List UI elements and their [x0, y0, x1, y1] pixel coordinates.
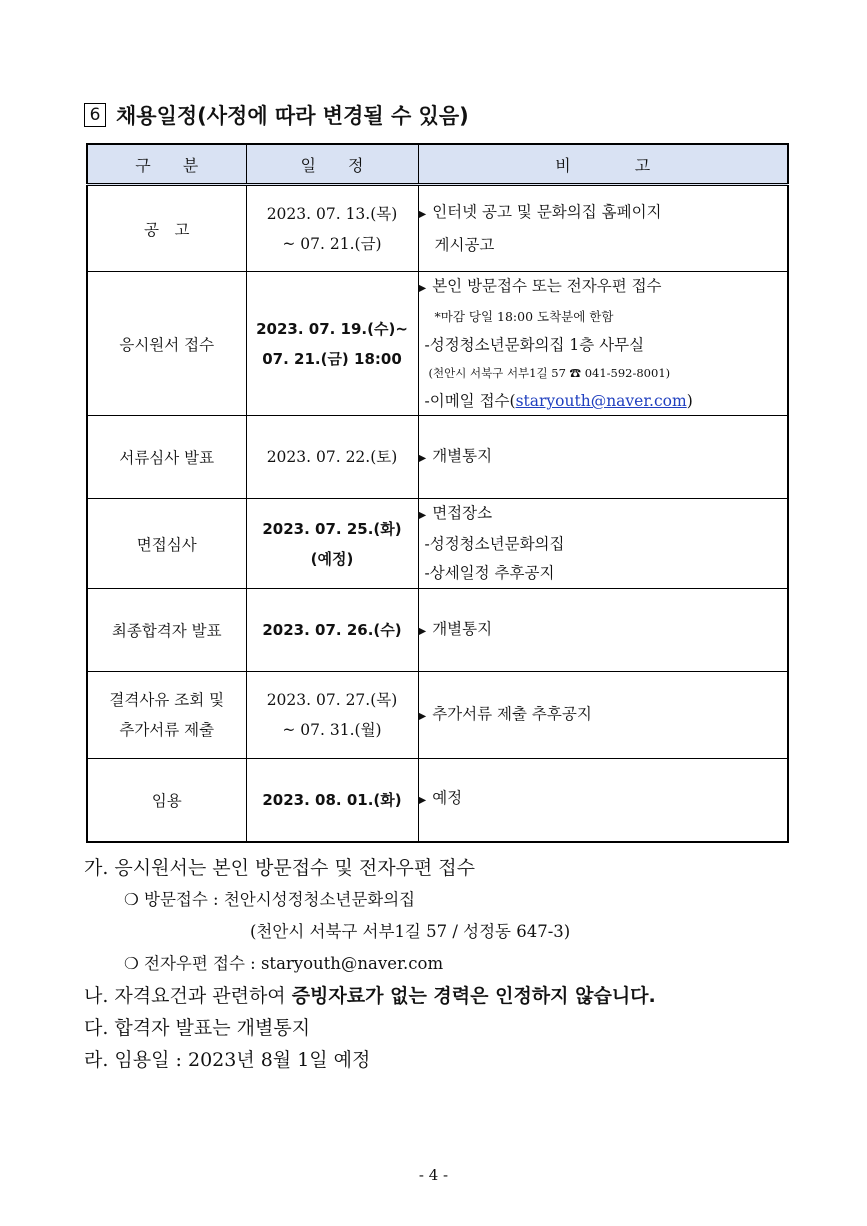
note-line: 추가서류 제출 추후공지 — [432, 704, 592, 723]
note-line: -성정청소년문화의집 1층 사무실 — [424, 336, 645, 354]
row-category: 응시원서 접수 — [87, 272, 246, 416]
row-category: 임용 — [87, 759, 246, 842]
row-note — [418, 272, 788, 416]
note-da: 다. 합격자 발표는 개별통지 — [84, 1017, 311, 1039]
date-line: ~ 07. 31.(월) — [282, 721, 382, 739]
note-line: 게시공고 — [434, 236, 495, 254]
header-date: 일 정 — [246, 144, 418, 185]
table-header-row — [87, 144, 788, 185]
category-line: 추가서류 제출 — [119, 721, 215, 739]
row-category: 최종합격자 발표 — [87, 589, 246, 672]
header-category: 구 분 — [87, 144, 246, 185]
date-line: 2023. 07. 19.(수)~ — [256, 319, 408, 338]
notes-section — [84, 852, 656, 1076]
row-date — [246, 185, 418, 272]
date-line: 2023. 08. 01.(화) — [262, 790, 402, 809]
row-category — [87, 672, 246, 759]
triangle-bullet-icon: ▶ — [418, 452, 427, 464]
note-ga: 가. 응시원서는 본인 방문접수 및 전자우편 접수 — [84, 857, 476, 879]
date-line: ~ 07. 21.(금) — [282, 234, 382, 253]
triangle-bullet-icon: ▶ — [418, 795, 427, 807]
table-row — [87, 672, 788, 759]
note-line: 면접장소 — [432, 504, 493, 522]
row-note — [418, 672, 788, 759]
note-ga-email: ❍ 전자우편 접수 : staryouth@naver.com — [124, 954, 444, 973]
page-number: - 4 - — [418, 1166, 449, 1184]
note-line: 인터넷 공고 및 문화의집 홈페이지 — [432, 203, 662, 221]
header-note: 비 고 — [418, 144, 788, 185]
date-line: 2023. 07. 27.(목) — [266, 691, 398, 709]
date-line: 2023. 07. 25.(화) — [262, 519, 402, 538]
note-line: *마감 당일 18:00 도착분에 한함 — [434, 309, 614, 324]
section-title: 채용일정(사정에 따라 변경될 수 있음) — [116, 104, 469, 128]
date-line: 2023. 07. 22.(토) — [266, 448, 398, 466]
table-row — [87, 185, 788, 272]
row-note — [418, 499, 788, 589]
note-line: -상세일정 추후공지 — [424, 564, 555, 582]
row-note — [418, 589, 788, 672]
triangle-bullet-icon: ▶ — [418, 510, 427, 521]
schedule-table — [86, 143, 789, 843]
triangle-bullet-icon: ▶ — [418, 283, 427, 294]
table-row — [87, 589, 788, 672]
note-na — [84, 980, 656, 1012]
triangle-bullet-icon: ▶ — [418, 710, 427, 722]
row-date — [246, 416, 418, 499]
table-row — [87, 272, 788, 416]
note-line: 본인 방문접수 또는 전자우편 접수 — [432, 277, 662, 295]
row-note — [418, 416, 788, 499]
triangle-bullet-icon: ▶ — [418, 625, 427, 637]
triangle-bullet-icon: ▶ — [418, 209, 427, 220]
section-number: 6 — [84, 103, 106, 127]
note-ra: 라. 임용일 : 2023년 8월 1일 예정 — [84, 1049, 371, 1071]
note-line — [419, 387, 788, 415]
row-date — [246, 759, 418, 842]
category-line: 결격사유 조회 및 — [109, 691, 225, 709]
email-label: -이메일 접수( — [424, 392, 516, 410]
table-row — [87, 416, 788, 499]
date-line: 2023. 07. 26.(수) — [262, 621, 402, 639]
date-line: (예정) — [310, 549, 354, 568]
note-line: 개별통지 — [432, 446, 493, 465]
note-line: (천안시 서북구 서부1길 57 ☎ 041-592-8001) — [428, 366, 671, 380]
row-date — [246, 589, 418, 672]
row-category: 서류심사 발표 — [87, 416, 246, 499]
note-na-bold: 증빙자료가 없는 경력은 인정하지 않습니다. — [291, 985, 656, 1007]
note-ga-visit: ❍ 방문접수 : 천안시성정청소년문화의집 — [124, 890, 416, 909]
date-line: 2023. 07. 13.(목) — [266, 204, 398, 223]
row-date — [246, 672, 418, 759]
note-ga-visit-address: (천안시 서북구 서부1길 57 / 성정동 647-3) — [250, 922, 571, 941]
table-row — [87, 499, 788, 589]
row-category: 공 고 — [87, 185, 246, 272]
date-line: 07. 21.(금) 18:00 — [262, 349, 402, 368]
row-date — [246, 272, 418, 416]
table-row — [87, 759, 788, 842]
note-line: -성정청소년문화의집 — [424, 535, 565, 553]
note-line: 개별통지 — [432, 619, 493, 638]
section-heading — [84, 100, 469, 130]
row-category: 면접심사 — [87, 499, 246, 589]
email-close: ) — [686, 392, 693, 410]
note-na-prefix: 나. 자격요건과 관련하여 — [84, 985, 292, 1007]
note-line: 예정 — [432, 789, 463, 808]
row-note — [418, 759, 788, 842]
row-date — [246, 499, 418, 589]
email-link[interactable]: staryouth@naver.com — [515, 392, 687, 410]
row-note — [418, 185, 788, 272]
